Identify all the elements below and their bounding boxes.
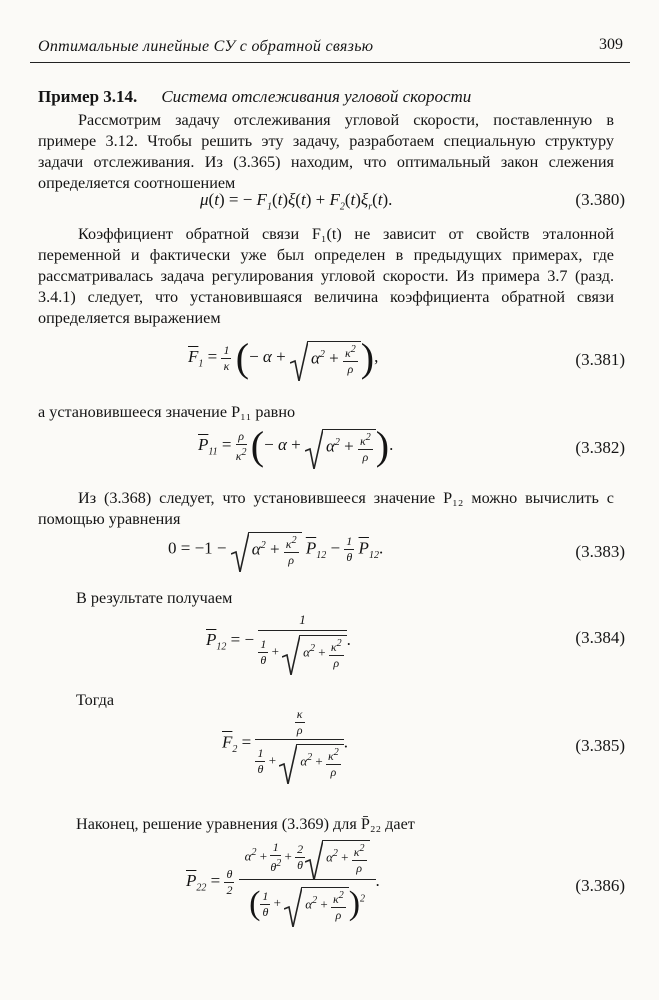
equation-number-381: (3.381)	[575, 350, 625, 369]
paragraph-5: В результате получаем	[76, 589, 233, 607]
example-title: Система отслеживания угловой скорости	[161, 87, 472, 106]
equation-number-386: (3.386)	[575, 876, 625, 895]
equation-number-382: (3.382)	[575, 438, 625, 457]
equation-number-383: (3.383)	[575, 542, 625, 561]
equation-3-381: $\overline{F}_1$ = $\frac{1}{\kappa}$ (− α + $\alpha^2$ + $\frac{\kappa^2}{\rho}$ ), (3.381)	[188, 335, 625, 380]
equation-number-384: (3.384)	[575, 628, 625, 647]
paragraph-6: Тогда	[76, 691, 115, 709]
header-rule	[30, 62, 630, 63]
example-label: Пример 3.14.	[38, 87, 138, 106]
page-number: 309	[599, 36, 623, 53]
equation-3-382: $\overline{P}_{11}$ = $\frac{\rho}{\kappa^2}$ (− α + $\alpha^2$ + $\frac{\kappa^2}{\rho}$ ). (3.382)	[198, 423, 625, 468]
equation-3-384: $\overline{P}_{12}$ = − 1 $\frac{1}{\theta}$ + $\alpha^2$ + $\frac{\kappa^2}{\rho}$ . (3.384)	[0, 612, 659, 682]
equation-3-383: 0 = −1 − $\alpha^2$ + $\frac{\kappa^2}{\rho}$ $\overline{P}_{12}$ − $\frac{1}{\theta}$ $\overline{P}_{12}$. (3.383)	[0, 532, 659, 576]
paragraph-2: Коэффициент обратной связи F₁(t) не зависит от свойств эталонной переменной и фактически уже был определен в предыдущих примерах, где рассматривалась задача регулирования угловой скорости. Из примера 3.7 (разд. 3.4.1) следует, что установившаяся величина коэффициента обратной связи определяется выражением	[38, 225, 614, 327]
equation-3-385: $\overline{F}_2$ = $\frac{\kappa}{\rho}$ $\frac{1}{\theta}$ + $\alpha^2$ + $\frac{\kappa^2}{\rho}$ . (3.385)	[0, 708, 659, 800]
equation-number-385: (3.385)	[575, 736, 625, 755]
paragraph-3: а установившееся значение P₁₁ равно	[38, 403, 296, 421]
example-heading	[38, 87, 471, 107]
paragraph-7: Наконец, решение уравнения (3.369) для P̄₂₂ дает	[76, 815, 415, 833]
paragraph-1: Рассмотрим задачу отслеживания угловой скорости, поставленную в примере 3.12. Чтобы решить эту задачу, разработаем специальную структуру задачи отслеживания. Из (3.365) находим, что оптимальный закон слежения определяется соотношением	[38, 111, 614, 192]
running-title: Оптимальные линейные СУ с обратной связью	[38, 38, 374, 55]
paragraph-4: Из (3.368) следует, что установившееся значение P₁₂ можно вычислить с помощью уравнения	[38, 489, 614, 528]
equation-3-386: $\overline{P}_{22}$ = $\frac{\theta}{2}$ $\alpha^2$ + $\frac{1}{\theta^2}$ + $\frac{2}{\theta}$ $\alpha^2$ + $\frac{\kappa^2}{\rho}$ ( $\frac{1}{\theta}$ + $\alpha^2$ + $\frac{\kappa^2}{\rho}$ )$^2$ . (3.386)	[0, 840, 659, 960]
equation-number-380: (3.380)	[575, 190, 625, 209]
